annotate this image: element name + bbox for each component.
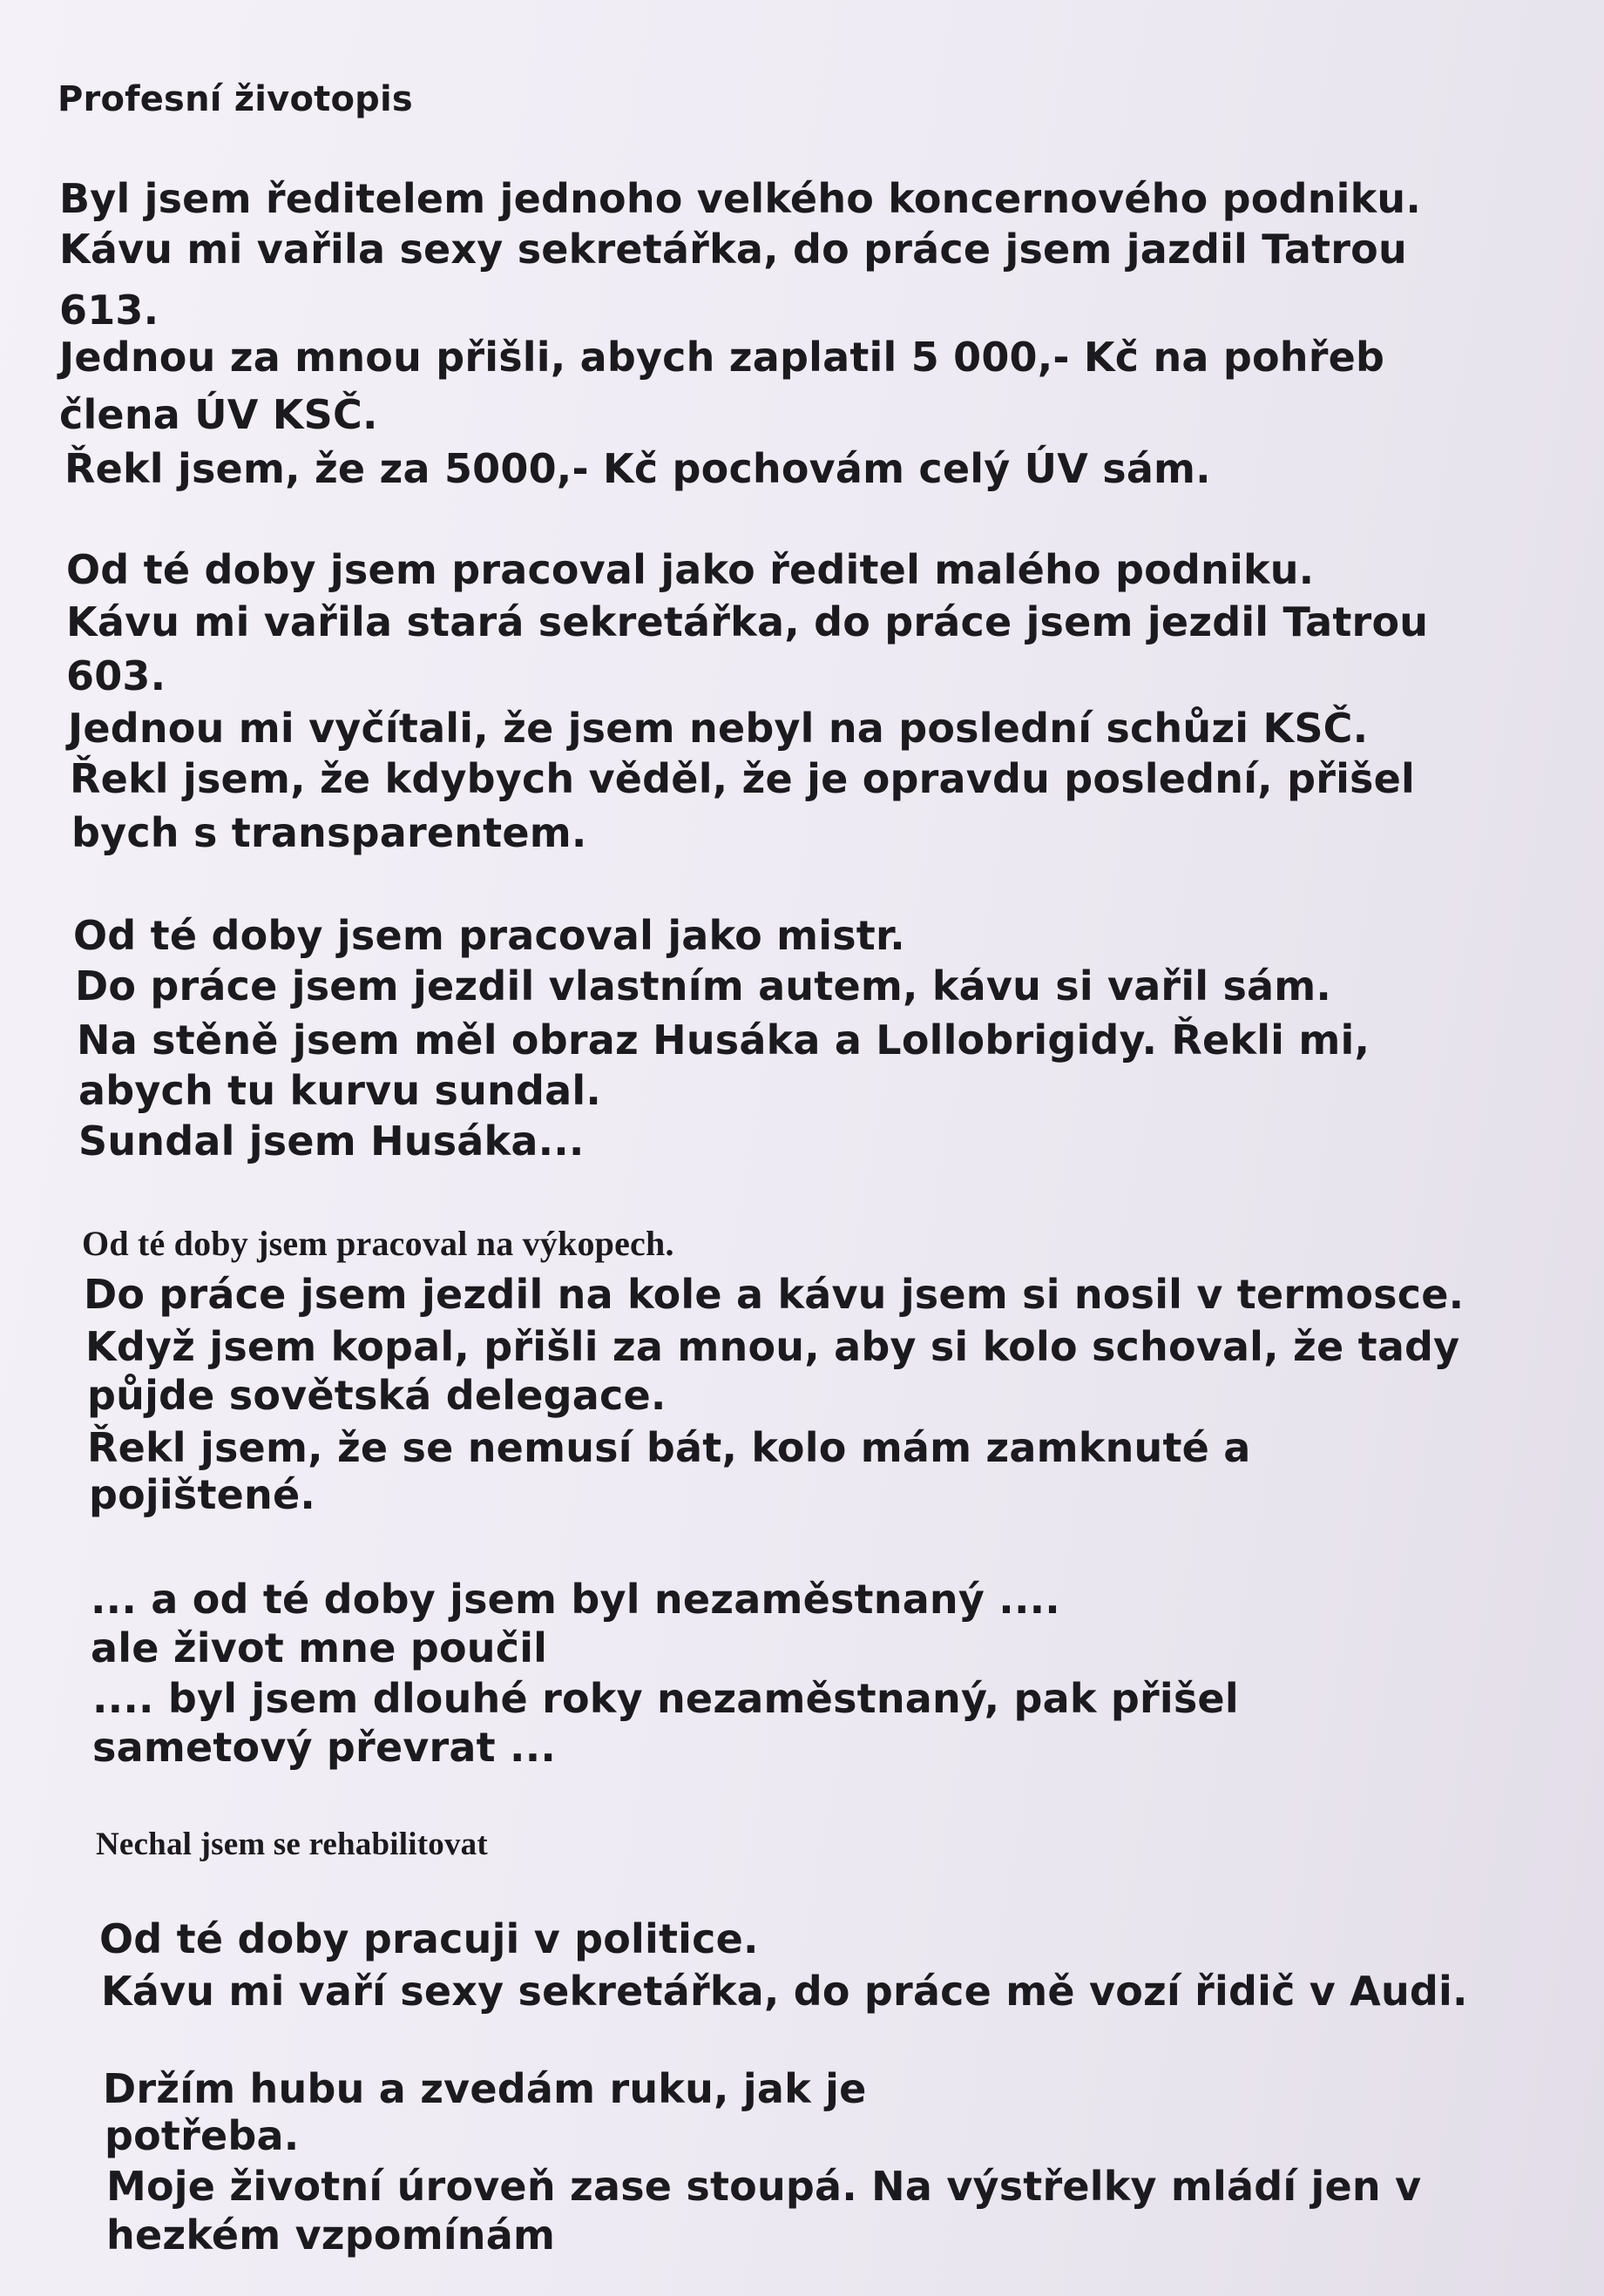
text-line: Nechal jsem se rehabilitovat	[96, 1827, 488, 1862]
document-title: Profesní životopis	[58, 79, 413, 119]
text-line: Byl jsem ředitelem jednoho velkého koncernového podniku.	[59, 175, 1422, 222]
text-line: potřeba.	[105, 2112, 300, 2159]
text-line: Sundal jsem Husáka...	[78, 1118, 585, 1165]
text-line: Od té doby jsem pracoval jako ředitel malého podniku.	[66, 546, 1315, 593]
text-line: Držím hubu a zvedám ruku, jak je	[103, 2065, 867, 2112]
text-line: 603.	[66, 652, 166, 699]
text-line: Jednou mi vyčítali, že jsem nebyl na poslední schůzi KSČ.	[68, 705, 1369, 752]
text-line: Do práce jsem jezdil vlastním autem, kávu si vařil sám.	[75, 962, 1332, 1010]
text-line: 613.	[59, 287, 159, 334]
text-line: Jednou za mnou přišli, abych zaplatil 5 000,- Kč na pohřeb	[59, 334, 1385, 381]
text-line: Řekl jsem, že kdybych věděl, že je opravdu poslední, přišel	[70, 755, 1415, 802]
text-line: ale život mne poučil	[91, 1624, 548, 1671]
text-line: Řekl jsem, že za 5000,- Kč pochovám celý ÚV sám.	[64, 445, 1211, 492]
text-line: člena ÚV KSČ.	[59, 391, 378, 438]
text-line: Kávu mi vařila sexy sekretářka, do práce jsem jazdil Tatrou	[59, 226, 1407, 273]
text-line: .... byl jsem dlouhé roky nezaměstnaný, pak přišel	[92, 1675, 1239, 1722]
text-line: ... a od té doby jsem byl nezaměstnaný ....	[91, 1576, 1060, 1623]
text-line: bych s transparentem.	[71, 809, 587, 856]
text-line: sametový převrat ...	[92, 1724, 557, 1771]
text-line: Řekl jsem, že se nemusí bát, kolo mám zamknuté a	[87, 1424, 1251, 1471]
text-line: Od té doby jsem pracoval jako mistr.	[73, 912, 905, 959]
text-line: Moje životní úroveň zase stoupá. Na výstřelky mládí jen v	[106, 2163, 1422, 2210]
text-line: Do práce jsem jezdil na kole a kávu jsem si nosil v termosce.	[84, 1271, 1465, 1318]
text-line: Kávu mi vaří sexy sekretářka, do práce mě vozí řidič v Audi.	[101, 1968, 1468, 2015]
text-line: hezkém vzpomínám	[106, 2212, 556, 2259]
text-line: půjde sovětská delegace.	[87, 1372, 667, 1419]
text-line: Na stěně jsem měl obraz Husáka a Lollobrigidy. Řekli mi,	[77, 1016, 1371, 1064]
text-line: Když jsem kopal, přišli za mnou, aby si kolo schoval, že tady	[85, 1323, 1460, 1370]
text-line: Kávu mi vařila stará sekretářka, do práce jsem jezdil Tatrou	[66, 598, 1429, 645]
text-line: pojištené.	[89, 1471, 316, 1518]
text-line: Od té doby pracuji v politice.	[99, 1915, 759, 1962]
text-line: abych tu kurvu sundal.	[78, 1067, 601, 1114]
text-line: Od té doby jsem pracoval na výkopech.	[82, 1224, 674, 1263]
